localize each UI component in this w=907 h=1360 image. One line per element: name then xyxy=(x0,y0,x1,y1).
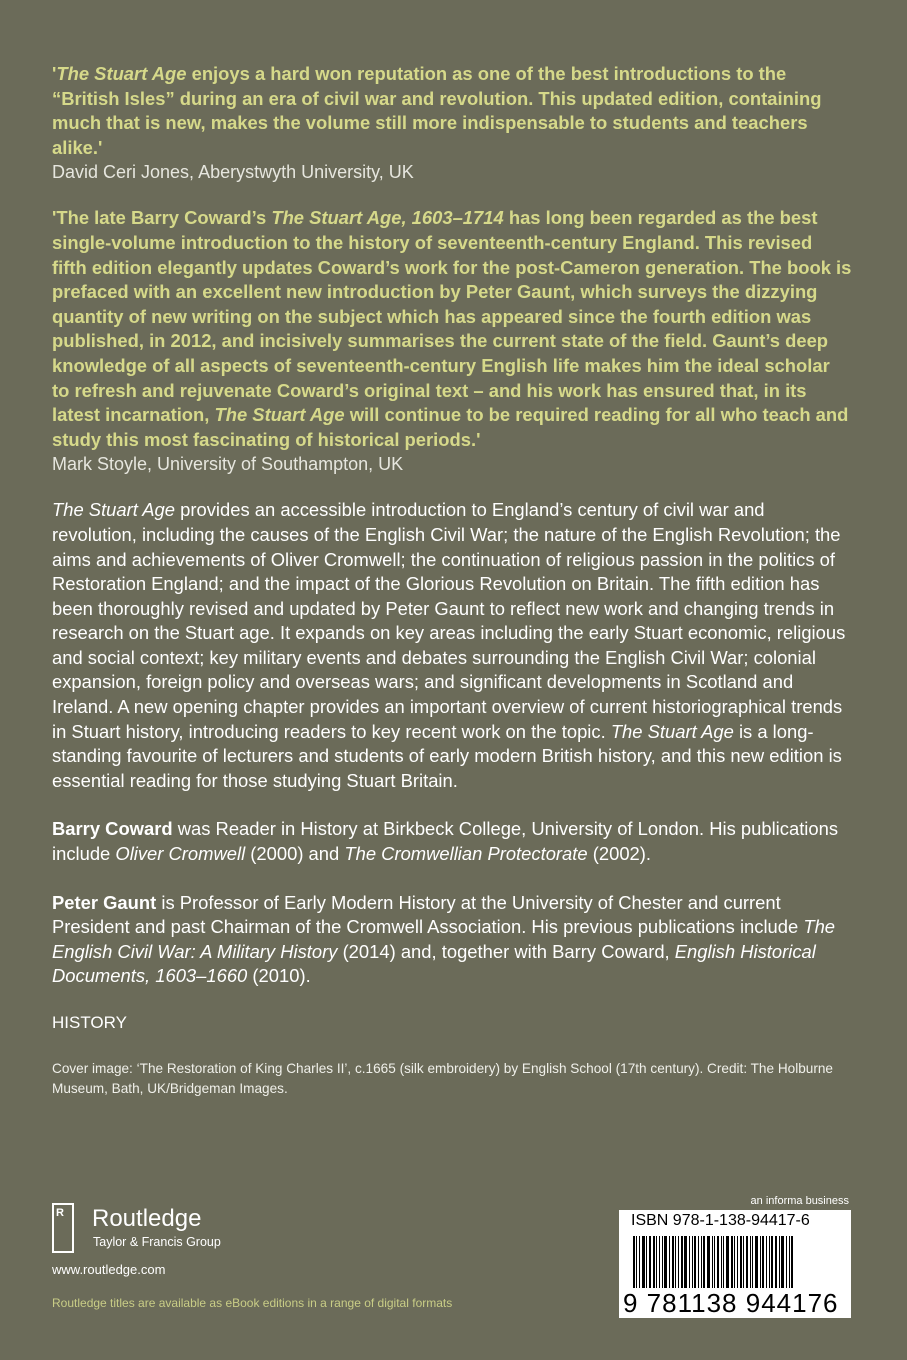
author-bio-2: Peter Gaunt is Professor of Early Modern History at the University of Chester and current President and past Chairman of the Cromwell Association. His previous publications include The English Civil War: A Military History (2014) and, together with Barry Coward, English Historical Documents, 1603–1660 (2010). xyxy=(52,891,836,987)
barcode-bar xyxy=(689,1236,690,1288)
book-description: The Stuart Age provides an accessible introduction to England’s century of civil war and revolution, including the causes of the English Civil War; the nature of the English Revolution; the aims and achievements of Oliver Cromwell; the continuation of religious passion in the politics of Restoration England; and the impact of the Glorious Revolution on Britain. The fifth edition has been thoroughly revised and updated by Peter Gaunt to reflect new work and changing trends in research on the Stuart age. It expands on key areas including the early Stuart economic, religious and social context; key military events and debates surrounding the English Civil War; colonial expansion, foreign policy and overseas wars; and significant developments in Scotland and Ireland. A new opening chapter provides an important overview of current historiographical trends in Stuart history, introducing readers to key recent work on the topic. The Stuart Age is a long-standing favourite of lecturers and students of early modern British history, and this new edition is essential reading for those studying Stuart Britain. xyxy=(52,499,846,791)
barcode-bars xyxy=(633,1236,838,1288)
barcode-bar xyxy=(653,1236,655,1288)
barcode-bar xyxy=(646,1236,647,1288)
barcode-bar xyxy=(781,1236,784,1288)
barcode-bar xyxy=(712,1236,713,1288)
barcode-bar xyxy=(723,1236,724,1288)
barcode-bar xyxy=(737,1236,738,1288)
barcode-bar xyxy=(721,1236,722,1288)
barcode-bar xyxy=(752,1236,753,1288)
barcode-bar xyxy=(639,1236,640,1288)
quote2-book-title-2: The Stuart Age xyxy=(214,404,345,426)
ebook-note: Routledge titles are available as eBook editions in a range of digital formats xyxy=(52,1296,453,1310)
barcode-bar xyxy=(771,1236,773,1288)
author-bio-1: Barry Coward was Reader in History at Birkbeck College, University of London. His publications include Oliver Cromwell (2000) and The Cromwellian Protectorate (2002). xyxy=(52,818,839,865)
review-quote-1: 'The Stuart Age enjoys a hard won reputation as one of the best introductions to the “British Isles” during an era of civil war and revolution. This updated edition, containing much that is new, makes the volume still more indispensable to students and teachers alike.' xyxy=(52,63,822,158)
back-cover-text xyxy=(52,62,852,1099)
publisher-url[interactable]: www.routledge.com xyxy=(52,1262,166,1277)
author-name-2: Peter Gaunt xyxy=(52,891,157,913)
barcode-bar xyxy=(649,1236,651,1288)
barcode-bar xyxy=(684,1236,687,1288)
barcode-bar xyxy=(766,1236,767,1288)
barcode-bar xyxy=(760,1236,761,1288)
barcode-bar xyxy=(662,1236,663,1288)
routledge-logo-icon: R xyxy=(52,1203,74,1253)
barcode-bar xyxy=(669,1236,670,1288)
barcode-bar xyxy=(740,1236,742,1288)
barcode-bar xyxy=(743,1236,744,1288)
quote2-book-title: The Stuart Age, 1603–1714 xyxy=(271,207,504,229)
review-attribution-1: David Ceri Jones, Aberystwyth University, UK xyxy=(52,162,414,183)
review-quote-2: 'The late Barry Coward’s The Stuart Age, 1603–1714 has long been regarded as the best single-volume introduction to the history of seventeenth-century England. This revised fifth edition elegantly updates Coward’s work for the post-Cameron generation. The book is prefaced with an excellent new introduction by Peter Gaunt, which surveys the dizzying quantity of new writing on the subject which has appeared since the fourth edition was published, in 2012, and incisively summarises the current state of the field. Gaunt’s deep knowledge of all aspects of seventeenth-century English life makes him the ideal scholar to refresh and rejuvenate Coward’s original text – and his work has ensured that, in its latest incarnation, The Stuart Age will continue to be required reading for all who teach and study this most fascinating of historical periods.' xyxy=(52,207,852,450)
barcode-bar xyxy=(701,1236,702,1288)
barcode-bar xyxy=(642,1236,645,1288)
quote1-book-title: The Stuart Age xyxy=(56,63,187,84)
barcode-digits: 9 781138 944176 xyxy=(623,1288,839,1318)
barcode-bar xyxy=(659,1236,660,1288)
barcode-bar xyxy=(746,1236,748,1288)
informa-tagline: an informa business xyxy=(750,1195,849,1207)
publisher-group: Taylor & Francis Group xyxy=(93,1235,221,1249)
barcode-bar xyxy=(664,1236,667,1288)
barcode-bar xyxy=(692,1236,693,1288)
barcode-bar xyxy=(698,1236,699,1288)
barcode-bar xyxy=(726,1236,729,1288)
publisher-name: Routledge xyxy=(92,1205,202,1232)
barcode-bar xyxy=(717,1236,719,1288)
barcode-bar xyxy=(633,1236,635,1288)
barcode-bar xyxy=(636,1236,637,1288)
barcode-bar xyxy=(769,1236,770,1288)
subject-category: HISTORY xyxy=(52,1013,127,1032)
barcode-bar xyxy=(734,1236,735,1288)
barcode-bar xyxy=(791,1236,793,1288)
barcode-bar xyxy=(762,1236,764,1288)
cover-image-credit: Cover image: ‘The Restoration of King Charles II’, c.1665 (silk embroidery) by English School (17th century). Credit: The Holburne Museum, Bath, UK/Bridgeman Images. xyxy=(52,1061,833,1096)
review-attribution-2: Mark Stoyle, University of Southampton, UK xyxy=(52,454,404,475)
barcode-bar xyxy=(789,1236,790,1288)
barcode-bar xyxy=(731,1236,733,1288)
barcode-bar xyxy=(694,1236,696,1288)
barcode-bar xyxy=(755,1236,758,1288)
isbn-label: ISBN 978-1-138-94417-6 xyxy=(631,1212,810,1229)
barcode-bar xyxy=(656,1236,657,1288)
barcode-bar xyxy=(675,1236,676,1288)
barcode-bar xyxy=(786,1236,787,1288)
barcode-bar xyxy=(714,1236,715,1288)
isbn-barcode xyxy=(619,1210,851,1318)
barcode-bar xyxy=(681,1236,683,1288)
barcode-bar xyxy=(672,1236,674,1288)
barcode-bar xyxy=(750,1236,751,1288)
author-name-1: Barry Coward xyxy=(52,818,173,840)
barcode-bar xyxy=(779,1236,780,1288)
barcode-bar xyxy=(707,1236,710,1288)
barcode-bar xyxy=(775,1236,777,1288)
barcode-bar xyxy=(678,1236,679,1288)
barcode-bar xyxy=(703,1236,705,1288)
